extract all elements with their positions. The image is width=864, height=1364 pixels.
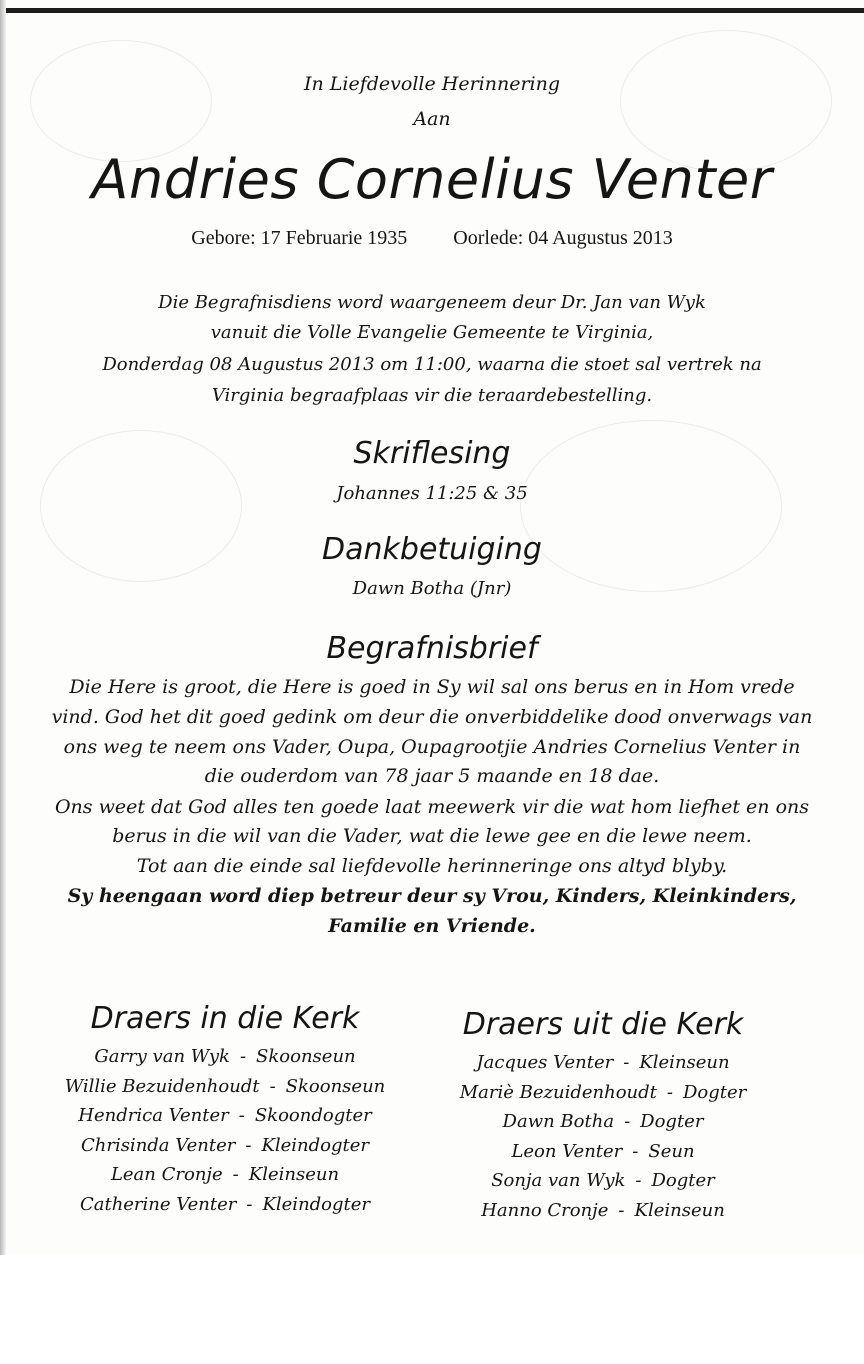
intro-to-line: Aan	[413, 108, 451, 130]
thanks-heading: Dankbetuiging	[322, 532, 542, 567]
letter-line: Tot aan die einde sal liefdevolle herinneringe ons altyd blyby.	[136, 855, 728, 877]
letter-line: berus in die wil van die Vader, wat die lewe gee en die lewe neem.	[112, 825, 752, 847]
bearer-relation: Dogter	[651, 1170, 715, 1191]
birth-date: Gebore: 17 Februarie 1935	[191, 227, 408, 249]
bearer-name: Hanno Cronje	[481, 1199, 609, 1221]
bearer-relation: Dogter	[640, 1111, 704, 1132]
bearers-in-column	[25, 1000, 425, 1219]
bearer-relation: Skoonseun	[256, 1046, 356, 1067]
bearer-row	[418, 1196, 788, 1226]
letter-line: vind. God het dit goed gedink om deur die onverbiddelike dood onverwags van	[51, 706, 813, 728]
bearer-separator: -	[238, 1105, 245, 1126]
top-border	[0, 8, 864, 13]
bearer-separator: -	[618, 1199, 625, 1221]
bearer-row	[418, 1166, 788, 1196]
letter-bold-line: Sy heengaan word diep betreur deur sy Vrou, Kinders, Kleinkinders,	[67, 885, 797, 907]
bearer-name: Dawn Botha	[502, 1111, 615, 1132]
bearer-separator: -	[269, 1075, 276, 1097]
service-line: Die Begrafnisdiens word waargeneem deur Dr. Jan van Wyk	[158, 292, 706, 313]
scripture-heading: Skriflesing	[353, 436, 511, 471]
bearer-separator: -	[666, 1081, 673, 1103]
bearer-separator: -	[246, 1193, 253, 1215]
bearer-name: Hendrica Venter	[78, 1105, 229, 1126]
bearer-name: Mariè Bezuidenhoudt	[459, 1081, 657, 1103]
bearer-relation: Kleinseun	[634, 1199, 725, 1221]
bearer-row	[418, 1078, 788, 1108]
bearer-row	[25, 1160, 425, 1190]
bearer-name: Catherine Venter	[79, 1193, 237, 1215]
bearer-relation: Skoonseun	[285, 1075, 386, 1097]
service-line: Donderdag 08 Augustus 2013 om 11:00, waarna die stoet sal vertrek na	[102, 354, 762, 375]
bearer-row	[25, 1131, 425, 1161]
bearer-relation: Kleindogter	[261, 1134, 370, 1156]
bearers-in-heading: Draers in die Kerk	[90, 1001, 360, 1036]
letter-heading: Begrafnisbrief	[326, 631, 538, 666]
bearer-relation: Skoondogter	[254, 1105, 372, 1126]
bearer-row	[25, 1101, 425, 1131]
dates-line	[0, 227, 864, 250]
bearer-name: Garry van Wyk	[94, 1046, 230, 1067]
bearer-relation: Kleinseun	[639, 1052, 730, 1073]
letter-line: ons weg te neem ons Vader, Oupa, Oupagrootjie Andries Cornelius Venter in	[63, 736, 801, 758]
bearer-separator: -	[632, 1140, 639, 1162]
bearer-name: Chrisinda Venter	[80, 1134, 236, 1156]
bearer-relation: Seun	[648, 1140, 695, 1162]
bearer-name: Sonja van Wyk	[491, 1170, 626, 1191]
bearer-name: Lean Cronje	[110, 1164, 223, 1185]
bearer-separator: -	[624, 1111, 631, 1132]
bearer-relation: Kleinseun	[248, 1164, 340, 1185]
service-line: vanuit die Volle Evangelie Gemeente te Virginia,	[210, 322, 654, 343]
intro-line: In Liefdevolle Herinnering	[303, 73, 561, 95]
scripture-text: Johannes 11:25 & 35	[336, 483, 528, 504]
bearer-separator: -	[245, 1134, 252, 1156]
bearer-separator: -	[623, 1052, 630, 1073]
bearer-row	[418, 1137, 788, 1167]
bearers-out-column	[418, 1000, 788, 1225]
bearer-relation: Kleindogter	[262, 1193, 371, 1215]
watermark-flourish	[30, 40, 212, 162]
bearer-name: Willie Bezuidenhoudt	[64, 1075, 260, 1097]
bearer-row	[25, 1190, 425, 1220]
bearer-separator: -	[635, 1170, 642, 1191]
bearer-row	[25, 1072, 425, 1102]
bearer-row	[418, 1107, 788, 1137]
bearer-row	[25, 1042, 425, 1072]
bearer-name: Jacques Venter	[476, 1052, 614, 1073]
deceased-name: Andries Cornelius Venter	[91, 148, 773, 211]
death-date: Oorlede: 04 Augustus 2013	[453, 227, 673, 249]
letter-line: Ons weet dat God alles ten goede laat meewerk vir die wat hom liefhet en ons	[54, 796, 810, 818]
letter-line: die ouderdom van 78 jaar 5 maande en 18 dae.	[204, 765, 660, 787]
service-line: Virginia begraafplaas vir die teraardebestelling.	[211, 385, 653, 406]
bearers-out-heading: Draers uit die Kerk	[462, 1007, 744, 1042]
letter-line: Die Here is groot, die Here is goed in Sy wil sal ons berus en in Hom vrede	[69, 676, 795, 698]
thanks-text: Dawn Botha (Jnr)	[352, 578, 512, 599]
bearer-separator: -	[232, 1164, 239, 1185]
bearer-row	[418, 1048, 788, 1078]
bearer-name: Leon Venter	[511, 1140, 623, 1162]
bearer-relation: Dogter	[682, 1081, 747, 1103]
letter-bold-line: Familie en Vriende.	[328, 915, 536, 937]
bearer-separator: -	[239, 1046, 247, 1067]
page-bottom-margin	[0, 1255, 864, 1364]
